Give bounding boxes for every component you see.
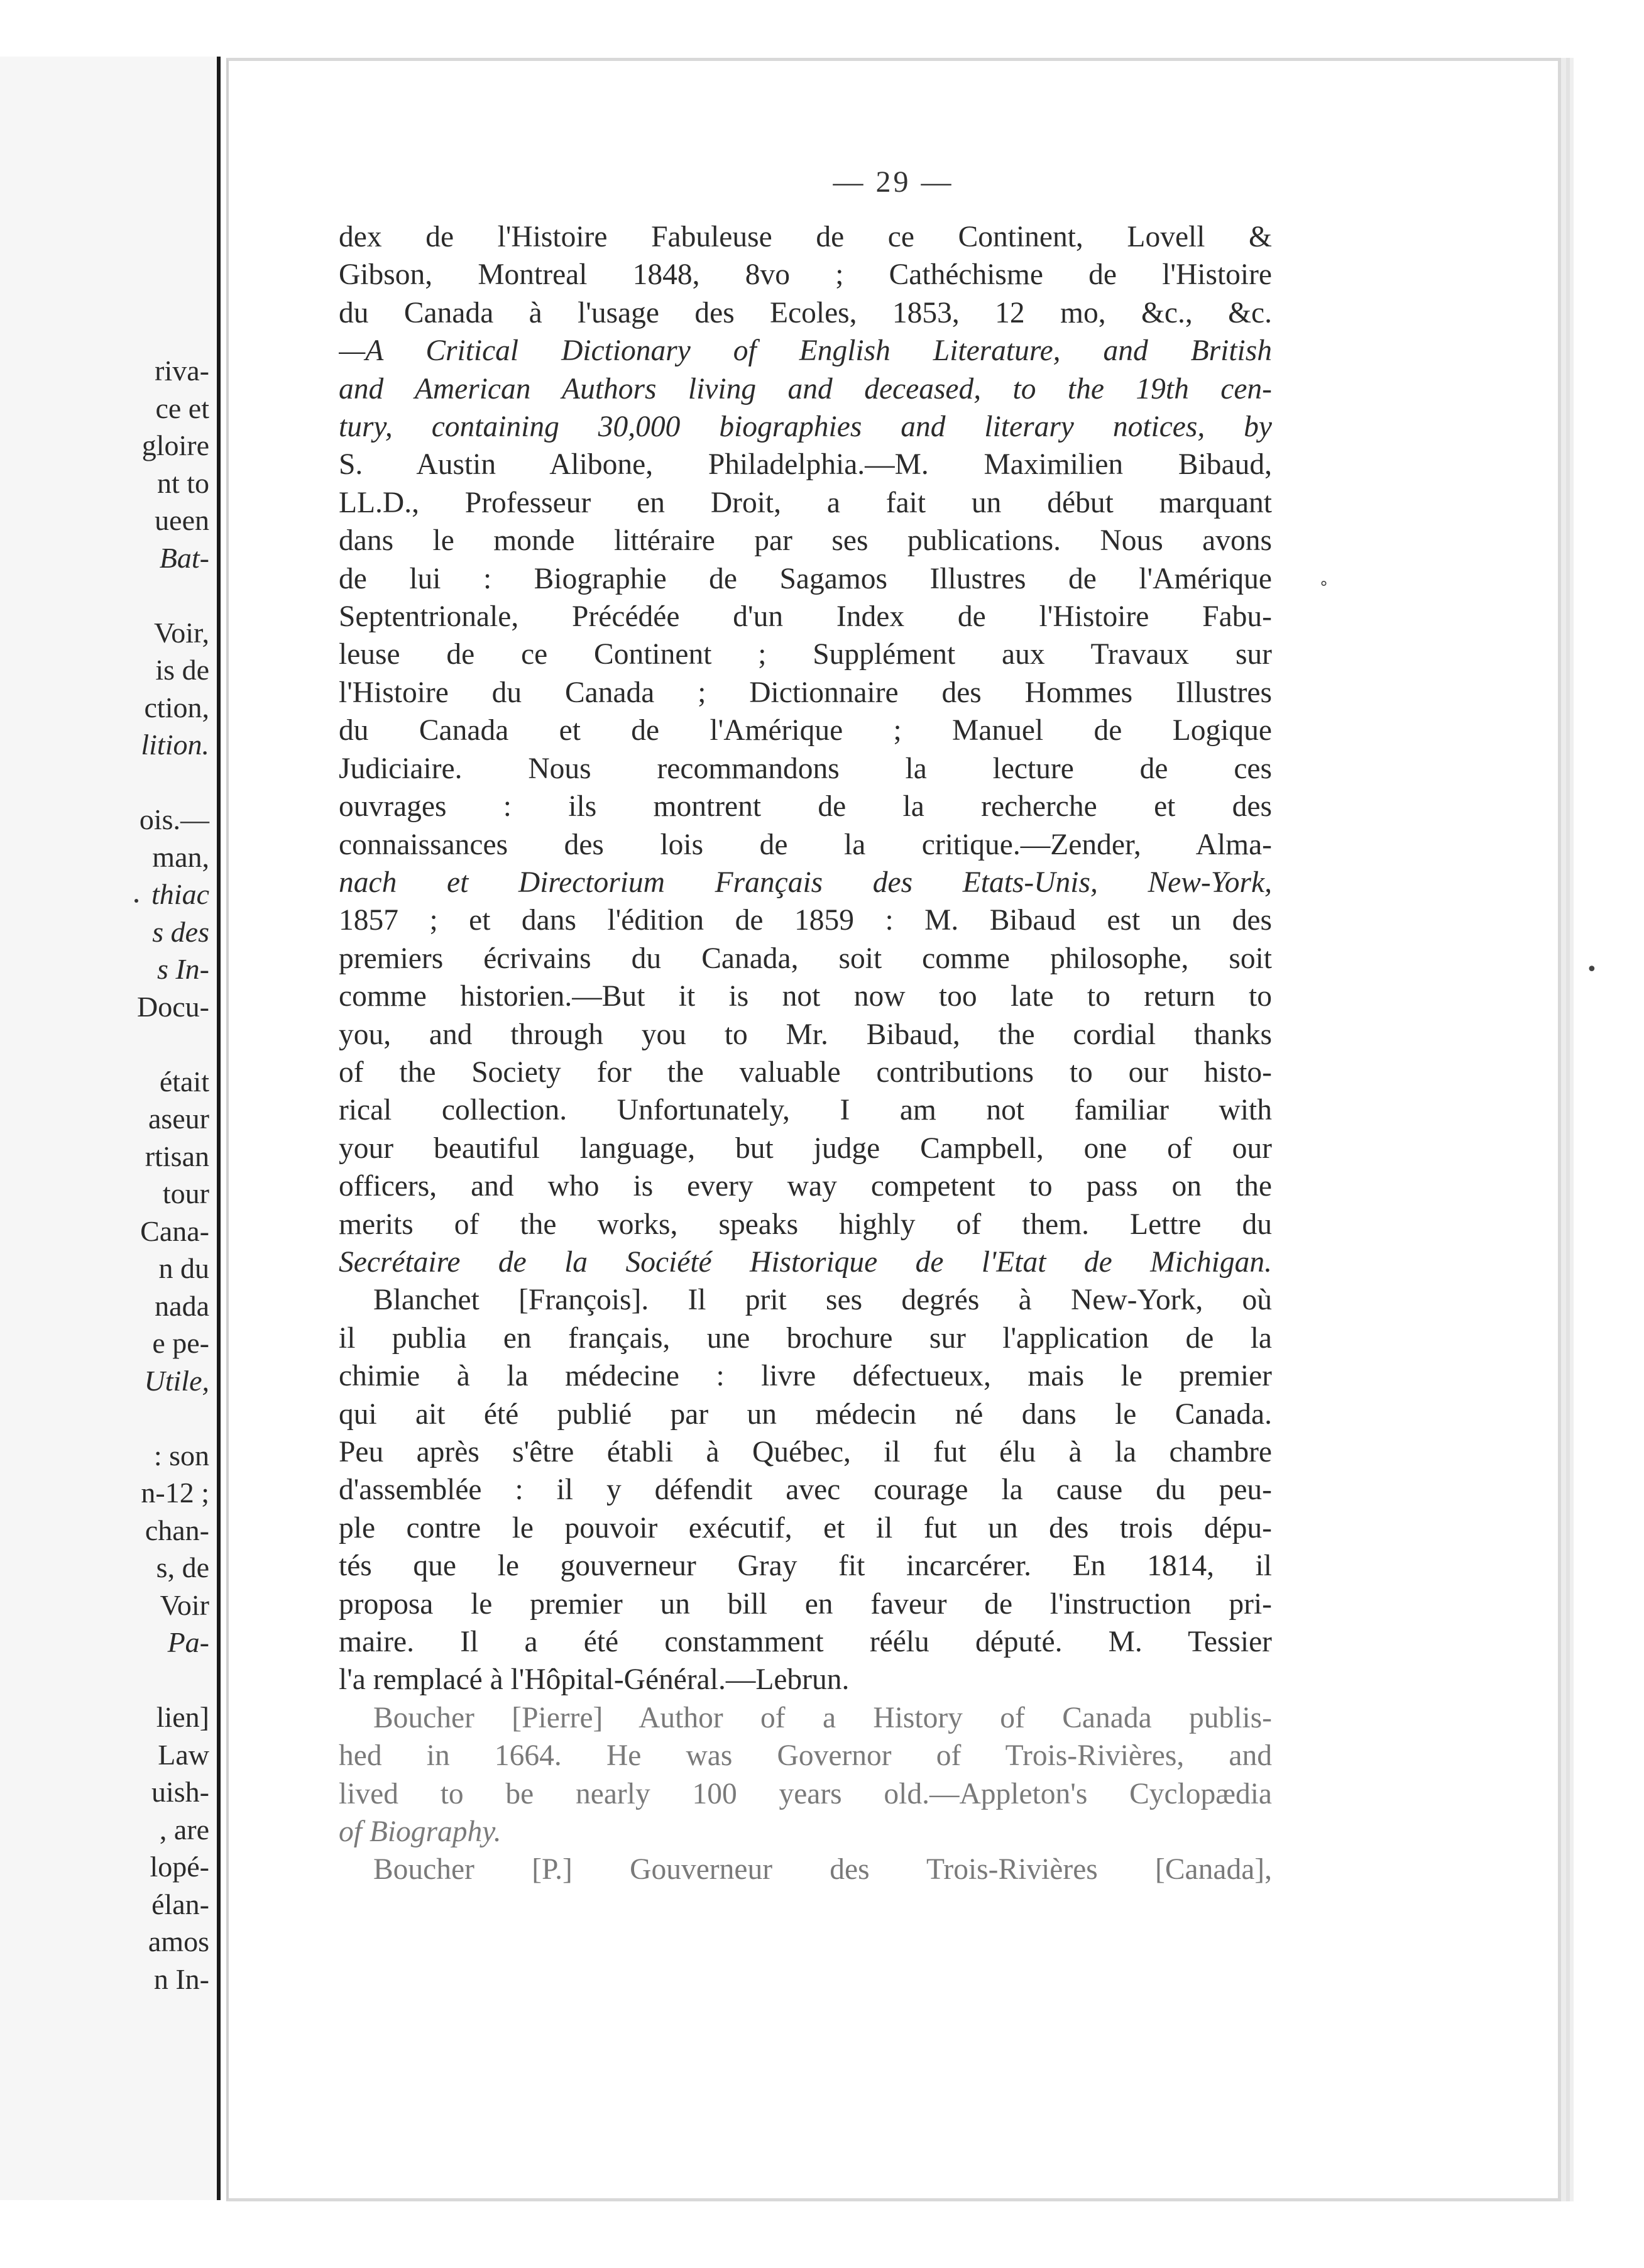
text-line: you, and through you to Mr. Bibaud, the cordial thanks	[339, 1018, 1272, 1051]
text-line: of the Society for the valuable contributions to our histo-	[339, 1055, 1272, 1089]
text-line: rical collection. Unfortunately, I am not familiar with	[339, 1094, 1272, 1127]
facing-line: amos	[148, 1925, 209, 1957]
text-line: premiers écrivains du Canada, soit comme philosophe, soit	[339, 942, 1272, 975]
facing-line: aseur	[148, 1103, 209, 1135]
facing-line: Law	[158, 1738, 209, 1771]
facing-line: élan-	[151, 1888, 209, 1920]
text-line: of Biography.	[339, 1815, 501, 1849]
facing-line: : son	[153, 1439, 209, 1472]
facing-line: ction,	[144, 691, 209, 724]
text-line: Septentrionale, Précédée d'un Index de l'Histoire Fabu-	[339, 600, 1272, 634]
page-number: — 29 —	[833, 165, 954, 199]
facing-line: lition.	[141, 729, 209, 761]
facing-line: Docu-	[137, 990, 209, 1023]
text-line: Peu après s'être établi à Québec, il fut élu à la chambre	[339, 1436, 1272, 1468]
text-line: ple contre le pouvoir exécutif, et il fut un des trois dépu-	[339, 1511, 1272, 1544]
facing-line: gloire	[141, 429, 209, 461]
facing-line: ce et	[155, 392, 209, 424]
entry-boucher-pierre: Boucher [Pierre] Author of a History of Canada publis-	[373, 1701, 1272, 1734]
speck-mark: •	[1586, 959, 1597, 981]
facing-page	[0, 57, 221, 2200]
facing-line: nt to	[156, 466, 209, 499]
text-line: Judiciaire. Nous recommandons la lecture de ces	[339, 752, 1272, 785]
speck-mark	[134, 899, 138, 903]
facing-line: uish-	[151, 1776, 209, 1808]
text-line: dans le monde littéraire par ses publications. Nous avons	[339, 524, 1272, 558]
text-line: chimie à la médecine : livre défectueux, mais le premier	[339, 1360, 1272, 1393]
text-line: l'Histoire du Canada ; Dictionnaire des Hommes Illustres	[339, 676, 1272, 709]
facing-line: is de	[155, 654, 209, 686]
facing-line: n In-	[153, 1962, 209, 1995]
text-line: de lui : Biographie de Sagamos Illustres de l'Amérique	[339, 562, 1272, 595]
body-text	[339, 218, 1272, 1889]
text-line: il publia en français, une brochure sur l'application de la	[339, 1321, 1272, 1355]
text-line: du Canada et de l'Amérique ; Manuel de Logique	[339, 714, 1272, 747]
text-line: proposa le premier un bill en faveur de l'instruction pri-	[339, 1587, 1272, 1621]
text-line: merits of the works, speaks highly of them. Lettre du	[339, 1208, 1272, 1241]
facing-line: s des	[152, 915, 209, 948]
text-line: qui ait été publié par un médecin né dans le Canada.	[339, 1397, 1272, 1431]
facing-line: , are	[159, 1813, 209, 1846]
text-line: ouvrages : ils montrent de la recherche et des	[339, 790, 1272, 823]
text-line: nach et Directorium Français des Etats-Unis, New-York,	[339, 866, 1272, 899]
text-line: —A Critical Dictionary of English Literature, and British	[339, 334, 1272, 368]
facing-line: Cana-	[140, 1214, 209, 1247]
text-line: du Canada à l'usage des Ecoles, 1853, 12 mo, &c., &c.	[339, 296, 1272, 329]
text-line: l'a remplacé à l'Hôpital-Général.—Lebrun.	[339, 1663, 850, 1697]
text-line: and American Authors living and deceased, to the 19th cen-	[339, 372, 1272, 405]
facing-line: thiac	[151, 878, 209, 910]
text-line: dex de l'Histoire Fabuleuse de ce Continent, Lovell &	[339, 221, 1272, 253]
facing-line	[137, 1025, 209, 1063]
text-line: S. Austin Alibone, Philadelphia.—M. Maximilien Bibaud,	[339, 448, 1272, 482]
text-line: connaissances des lois de la critique.—Zender, Alma-	[339, 828, 1272, 861]
text-line: tury, containing 30,000 biographies and literary notices, by	[339, 410, 1272, 444]
facing-page-text	[137, 352, 209, 1998]
facing-line: nada	[155, 1289, 209, 1322]
text-line: 1857 ; et dans l'édition de 1859 : M. Bibaud est un des	[339, 904, 1272, 937]
text-line: Gibson, Montreal 1848, 8vo ; Cathéchisme de l'Histoire	[339, 258, 1272, 292]
facing-line: Voir,	[153, 616, 209, 649]
facing-line: riva-	[155, 355, 209, 387]
facing-line: s In-	[156, 953, 209, 985]
text-line: hed in 1664. He was Governor of Trois-Rivières, and	[339, 1739, 1272, 1773]
text-line: comme historien.—But it is not now too late to return to	[339, 980, 1272, 1013]
facing-line: man,	[152, 840, 209, 873]
text-line: tés que le gouverneur Gray fit incarcérer. En 1814, il	[339, 1550, 1272, 1583]
facing-line	[137, 1661, 209, 1699]
facing-line: e pe-	[152, 1327, 209, 1359]
facing-line: tour	[162, 1177, 209, 1209]
text-line: maire. Il a été constamment réélu député. M. Tessier	[339, 1626, 1272, 1659]
facing-line: Pa-	[167, 1626, 209, 1658]
facing-line	[137, 764, 209, 801]
facing-line: Voir	[160, 1588, 209, 1621]
facing-line: ois.—	[139, 803, 209, 835]
page-29	[226, 58, 1561, 2201]
entry-blanchet: Blanchet [François]. Il prit ses degrés à New-York, où	[373, 1284, 1272, 1317]
facing-line	[137, 1399, 209, 1437]
speck-mark: °	[1320, 578, 1328, 597]
facing-line: Utile,	[144, 1364, 209, 1397]
text-line: lived to be nearly 100 years old.—Appleton's Cyclopædia	[339, 1777, 1272, 1810]
facing-line	[137, 576, 209, 614]
facing-line: ueen	[155, 504, 209, 536]
text-line: LL.D., Professeur en Droit, a fait un début marquant	[339, 486, 1272, 519]
text-line: d'assemblée : il y défendit avec courage la cause du peu-	[339, 1473, 1272, 1507]
facing-line: lien]	[156, 1701, 209, 1733]
facing-line: rtisan	[145, 1140, 209, 1172]
facing-line: n du	[158, 1252, 209, 1284]
text-line: your beautiful language, but judge Campbell, one of our	[339, 1131, 1272, 1165]
text-line: leuse de ce Continent ; Supplément aux Travaux sur	[339, 638, 1272, 671]
text-line: Secrétaire de la Société Historique de l'Etat de Michigan.	[339, 1245, 1272, 1279]
facing-line: Bat-	[159, 541, 209, 574]
facing-line: lopé-	[150, 1851, 209, 1883]
facing-line: était	[159, 1065, 209, 1098]
facing-line: s, de	[156, 1551, 209, 1583]
facing-line: n-12 ;	[141, 1477, 209, 1509]
text-line: officers, and who is every way competent to pass on the	[339, 1170, 1272, 1203]
entry-boucher-p: Boucher [P.] Gouverneur des Trois-Rivières [Canada],	[373, 1853, 1272, 1886]
facing-line: chan-	[145, 1514, 209, 1546]
